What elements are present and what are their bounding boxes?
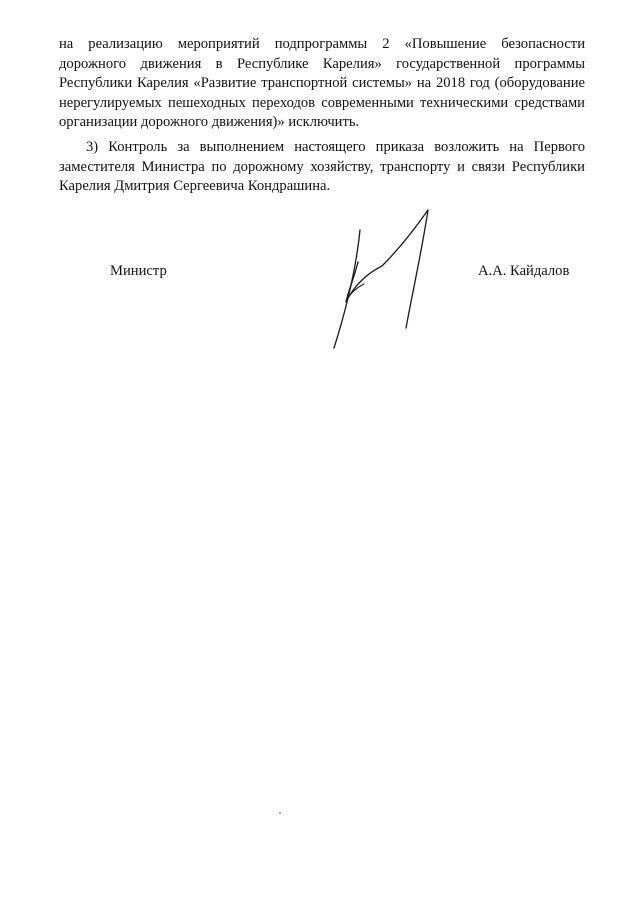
scan-speck	[279, 812, 281, 814]
signatory-role: Министр	[110, 263, 167, 279]
signatory-name: А.А. Кайдалов	[478, 263, 570, 279]
handwritten-signature	[318, 200, 448, 360]
paragraph-continuation: на реализацию мероприятий подпрограммы 2 «Повышение безопасности дорожного движения в Республике Карелия» государственной программы Республики Карелия «Развитие транспортной системы» на 2018 год (оборудование нерегулируемых пешеходных переходов современными техническими средствами организации дорожного движения)» исключить.	[59, 36, 585, 131]
paragraph-item-3: 3) Контроль за выполнением настоящего приказа возложить на Первого заместителя Министра по дорожному хозяйству, транспорту и связи Республики Карелия Дмитрия Сергеевича Кондрашина.	[59, 139, 585, 195]
